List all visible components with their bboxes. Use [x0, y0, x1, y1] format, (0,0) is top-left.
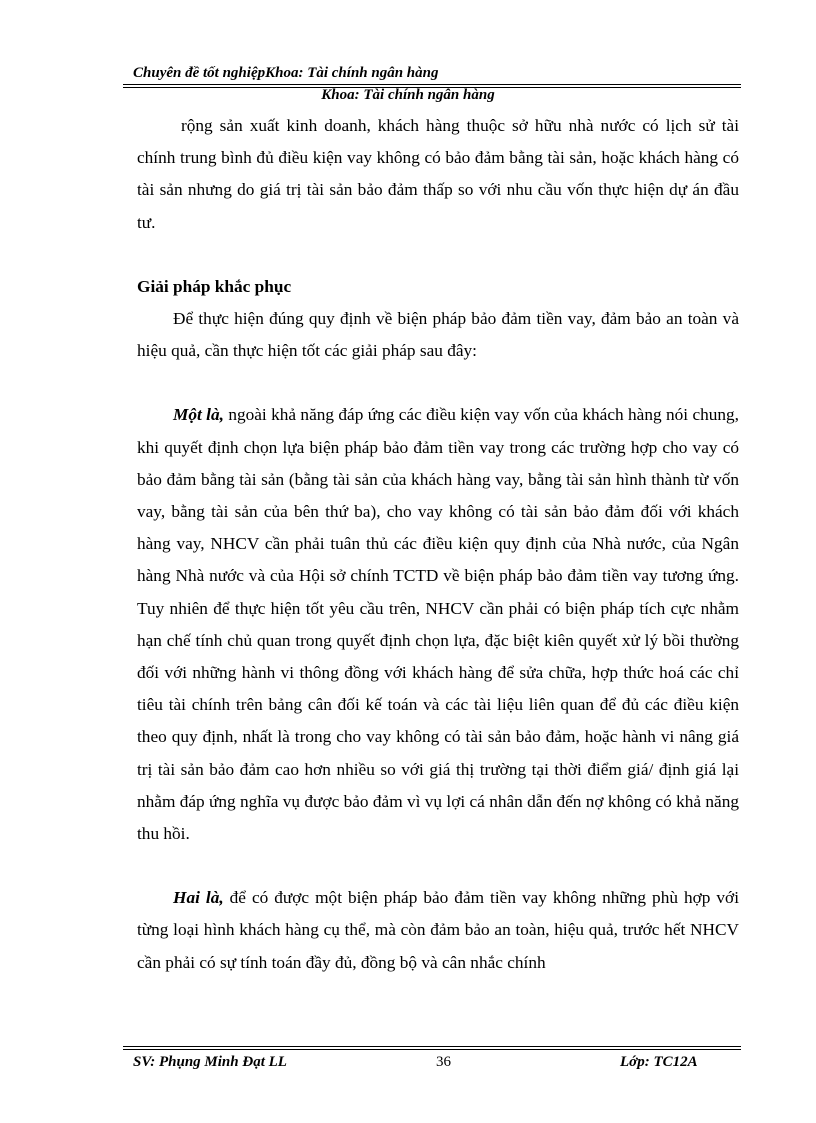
footer-rule-top	[123, 1046, 741, 1047]
spacer	[137, 239, 739, 271]
page-number: 36	[436, 1054, 451, 1070]
document-body	[137, 110, 739, 979]
paragraph-4	[137, 882, 739, 979]
header-rule-top	[123, 84, 741, 85]
footer-student: SV: Phụng Minh Đạt LL	[133, 1054, 287, 1070]
paragraph-4-lead: Hai là,	[173, 888, 224, 908]
section-heading: Giải pháp khắc phục	[137, 276, 292, 296]
spacer	[137, 850, 739, 882]
paragraph-3	[137, 399, 739, 850]
paragraph-1: rộng sản xuất kinh doanh, khách hàng thuộc sở hữu nhà nước có lịch sử tài chính trung bình đủ điều kiện vay không có bảo đảm bằng tài sản, hoặc khách hàng có tài sản nhưng do giá trị tài sản bảo đảm thấp so với nhu cầu vốn thực hiện dự án đầu tư.	[137, 116, 739, 232]
paragraph-3-lead: Một là,	[173, 405, 224, 425]
header-faculty: Khoa: Tài chính ngân hàng	[321, 87, 495, 103]
paragraph-2: Để thực hiện đúng quy định về biện pháp bảo đảm tiền vay, đảm bảo an toàn và hiệu quả, cần thực hiện tốt các giải pháp sau đây:	[137, 309, 739, 361]
header-title: Chuyên đề tốt nghiệpKhoa: Tài chính ngân hàng	[133, 65, 439, 81]
paragraph-4-text: để có được một biện pháp bảo đảm tiền vay không những phù hợp với từng loại hình khách hàng cụ thể, mà còn đảm bảo an toàn, hiệu quả, trước hết NHCV cần phải có sự tính toán đầy đủ, đồng bộ và cân nhắc chính	[137, 888, 739, 972]
footer-rule-bottom	[123, 1049, 741, 1050]
paragraph-3-text: ngoài khả năng đáp ứng các điều kiện vay vốn của khách hàng nói chung, khi quyết định chọn lựa biện pháp bảo đảm tiền vay trong các trường hợp cho vay có bảo đảm bằng tài sản (bằng tài sản của khách hàng vay, bằng tài sản hình thành từ vốn vay, bằng tài sản của bên thứ ba), cho vay không có tài sản bảo đảm đối với khách hàng vay, NHCV cần phải tuân thủ các điều kiện quy định của Nhà nước, của Ngân hàng Nhà nước và của Hội sở chính TCTD về biện pháp bảo đảm tiền vay tương ứng. Tuy nhiên để thực hiện tốt yêu cầu trên, NHCV cần phải có biện pháp tích cực nhằm hạn chế tính chủ quan trong quyết định chọn lựa, đặc biệt kiên quyết xử lý bồi thường đối với những hành vi thông đồng với khách hàng để sửa chữa, hợp thức hoá các chỉ tiêu tài chính trên bảng cân đối kế toán và các tài liệu liên quan để đủ các điều kiện theo quy định, nhất là trong cho vay không có tài sản bảo đảm, hoặc hành vi nâng giá trị tài sản bảo đảm cao hơn nhiều so với giá thị trường tại thời điểm giá/ định giá lại nhằm đáp ứng nghĩa vụ được bảo đảm vì vụ lợi cá nhân dẫn đến nợ không có khả năng thu hồi.	[137, 405, 740, 844]
footer-class: Lớp: TC12A	[620, 1054, 698, 1070]
spacer	[137, 367, 739, 399]
